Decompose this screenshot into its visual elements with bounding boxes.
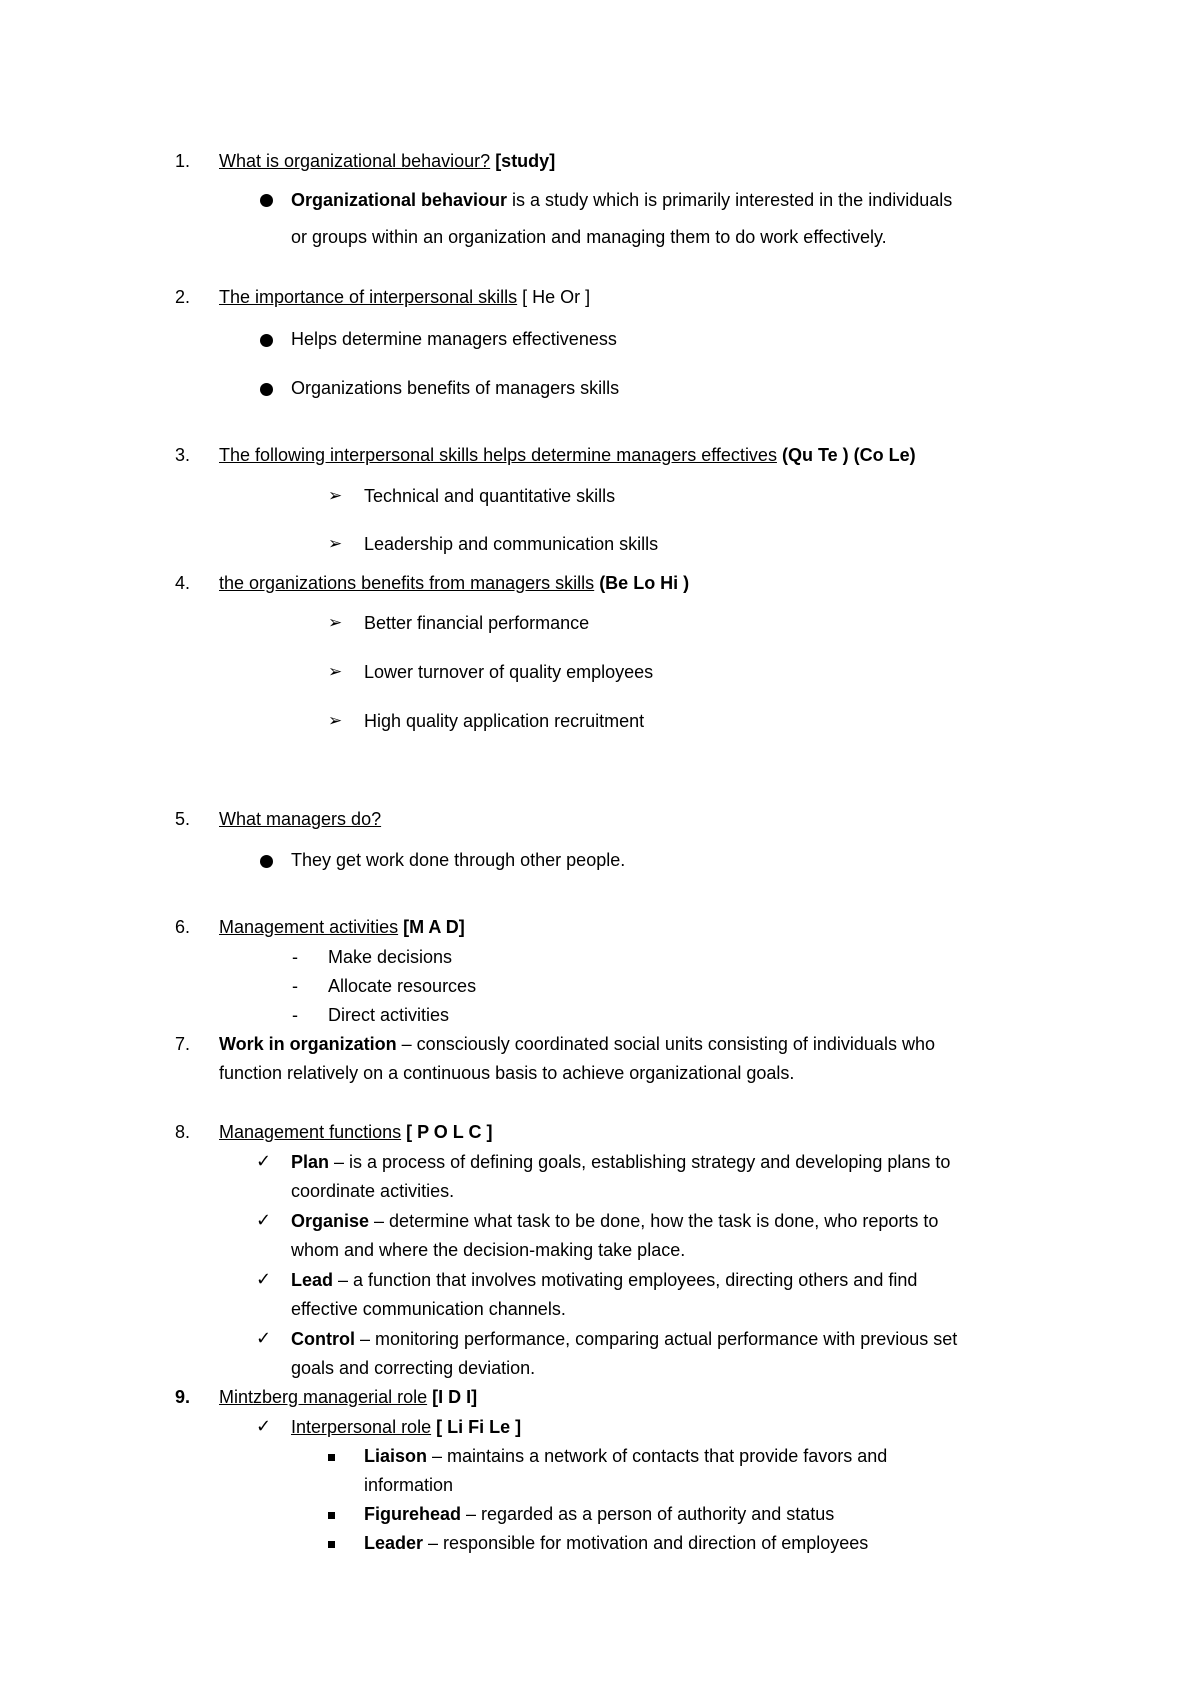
item-title: The following interpersonal skills helps determine managers effectives (219, 445, 777, 465)
item-number: 8. (174, 1122, 190, 1142)
item-title: What is organizational behaviour? (219, 151, 491, 171)
item-tag: (Be Lo Hi ) (594, 573, 690, 593)
bullet-term: Plan (291, 1152, 330, 1172)
bullet-text: Direct activities (328, 1005, 450, 1025)
arrow-bullet-icon: ➢ (328, 534, 343, 553)
sub-title: Interpersonal role (291, 1417, 432, 1437)
item-number: 1. (174, 151, 190, 171)
bullet-line: – maintains a network of contacts that provide favors and (427, 1446, 888, 1466)
item-number: 6. (174, 917, 190, 937)
item-heading (219, 286, 590, 308)
bullet-text: They get work done through other people. (291, 850, 626, 870)
item-title: the organizations benefits from managers skills (219, 573, 595, 593)
sub-tag: [ Li Fi Le ] (431, 1417, 522, 1437)
bullet-dot (260, 383, 273, 396)
arrow-bullet-icon: ➢ (328, 613, 343, 632)
bullet-dot (260, 194, 273, 207)
bullet-line: – monitoring performance, comparing actual performance with previous set (354, 1329, 958, 1349)
bullet-term: Leader (364, 1533, 424, 1553)
bullet-text-cont: goals and correcting deviation. (291, 1358, 536, 1378)
item-tag: [ P O L C ] (401, 1122, 493, 1142)
bullet-text: Make decisions (328, 947, 453, 967)
checkmark-icon: ✓ (256, 1151, 272, 1171)
bullet-text: Technical and quantitative skills (364, 486, 616, 506)
item-title: The importance of interpersonal skills (219, 287, 518, 307)
item-number: 5. (174, 809, 190, 829)
bullet-text: Organizations benefits of managers skills (291, 378, 620, 398)
arrow-bullet-icon: ➢ (328, 486, 343, 505)
square-bullet-icon (328, 1541, 335, 1548)
bullet-text (291, 1328, 957, 1350)
item-title: Management activities (219, 917, 399, 937)
bullet-text-cont: effective communication channels. (291, 1299, 566, 1319)
item-number: 9. (174, 1387, 190, 1407)
item-number: 2. (174, 287, 190, 307)
bullet-text (364, 1445, 887, 1467)
bullet-text (291, 1151, 950, 1173)
bullet-term: Control (291, 1329, 355, 1349)
checkmark-icon: ✓ (256, 1210, 272, 1230)
item-text-cont: function relatively on a continuous basis to achieve organizational goals. (219, 1063, 795, 1083)
bullet-term: Liaison (364, 1446, 428, 1466)
bullet-text (291, 189, 952, 211)
sub-heading (291, 1416, 521, 1438)
item-number: 4. (174, 573, 190, 593)
item-tag: [ He Or ] (517, 287, 591, 307)
item-number: 3. (174, 445, 190, 465)
item-number: 7. (174, 1034, 190, 1054)
bullet-line: – determine what task to be done, how the task is done, who reports to (369, 1211, 939, 1231)
item-line: – consciously coordinated social units consisting of individuals who (396, 1034, 935, 1054)
bullet-term: Lead (291, 1270, 334, 1290)
checkmark-icon: ✓ (256, 1328, 272, 1348)
bullet-line: – responsible for motivation and direction of employees (423, 1533, 869, 1553)
item-heading (219, 150, 555, 172)
checkmark-icon: ✓ (256, 1416, 272, 1436)
bullet-line: – a function that involves motivating employees, directing others and find (333, 1270, 918, 1290)
bullet-term: Organise (291, 1211, 370, 1231)
bullet-text (291, 1210, 938, 1232)
bullet-term: Organizational behaviour (291, 190, 508, 210)
bullet-text: Allocate resources (328, 976, 477, 996)
bullet-line: – regarded as a person of authority and status (461, 1504, 835, 1524)
checkmark-icon: ✓ (256, 1269, 272, 1289)
bullet-text: Helps determine managers effectiveness (291, 329, 617, 349)
arrow-bullet-icon: ➢ (328, 711, 343, 730)
bullet-text (291, 1269, 917, 1291)
dash-bullet: - (292, 1005, 298, 1025)
item-tag: [I D I] (427, 1387, 478, 1407)
item-heading (219, 916, 465, 938)
item-tag: [study] (495, 151, 556, 171)
arrow-bullet-icon: ➢ (328, 662, 343, 681)
item-heading (219, 1121, 492, 1143)
bullet-text: Better financial performance (364, 613, 590, 633)
bullet-text-cont: whom and where the decision-making take place. (291, 1240, 686, 1260)
item-term: Work in organization (219, 1034, 397, 1054)
bullet-text: Leadership and communication skills (364, 534, 659, 554)
bullet-text (364, 1532, 868, 1554)
square-bullet-icon (328, 1512, 335, 1519)
item-title: Management functions (219, 1122, 402, 1142)
bullet-text: High quality application recruitment (364, 711, 645, 731)
dash-bullet: - (292, 976, 298, 996)
bullet-dot (260, 334, 273, 347)
bullet-text-cont: information (364, 1475, 454, 1495)
bullet-line: is a study which is primarily interested in the individuals (507, 190, 953, 210)
bullet-text (364, 1503, 834, 1525)
bullet-text-cont: coordinate activities. (291, 1181, 455, 1201)
dash-bullet: - (292, 947, 298, 967)
item-text (219, 1033, 935, 1055)
bullet-line: – is a process of defining goals, establishing strategy and developing plans to (329, 1152, 951, 1172)
bullet-text-cont: or groups within an organization and managing them to do work effectively. (291, 227, 887, 247)
item-heading (219, 1386, 477, 1408)
item-heading (219, 572, 689, 594)
bullet-dot (260, 855, 273, 868)
bullet-text: Lower turnover of quality employees (364, 662, 654, 682)
item-heading (219, 444, 916, 466)
bullet-term: Figurehead (364, 1504, 462, 1524)
item-tag: (Qu Te ) (Co Le) (776, 445, 916, 465)
item-tag: [M A D] (398, 917, 465, 937)
square-bullet-icon (328, 1454, 335, 1461)
item-title: What managers do? (219, 809, 382, 829)
item-title: Mintzberg managerial role (219, 1387, 428, 1407)
